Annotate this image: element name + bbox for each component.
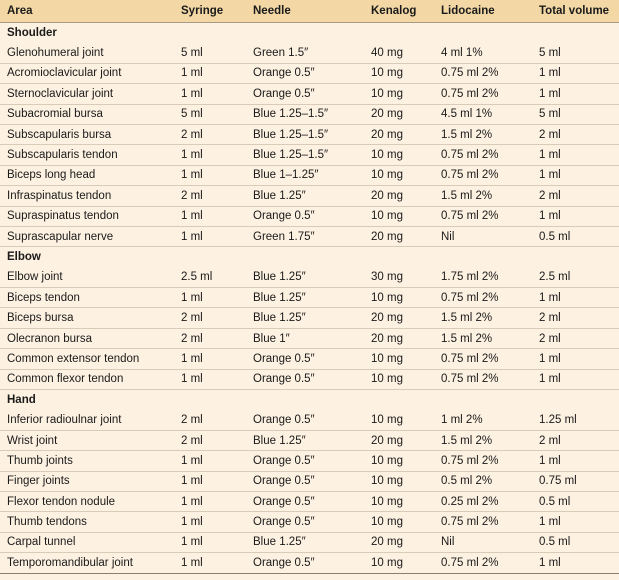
- header-kenalog: Kenalog: [364, 0, 434, 23]
- cell-kenalog: 10 mg: [364, 84, 434, 104]
- cell-syringe: 1 ml: [174, 145, 246, 165]
- cell-area: Sternoclavicular joint: [0, 84, 174, 104]
- table-row: [0, 349, 619, 369]
- cell-area: Infraspinatus tendon: [0, 186, 174, 206]
- cell-lidocaine: 0.75 ml 2%: [434, 145, 532, 165]
- cell-syringe: 1 ml: [174, 369, 246, 389]
- cell-syringe: 2 ml: [174, 124, 246, 144]
- cell-lidocaine: 4.5 ml 1%: [434, 104, 532, 124]
- cell-kenalog: 20 mg: [364, 328, 434, 348]
- table-body: [0, 23, 619, 574]
- cell-lidocaine: 1.5 ml 2%: [434, 328, 532, 348]
- cell-area: Carpal tunnel: [0, 532, 174, 552]
- cell-lidocaine: 0.75 ml 2%: [434, 369, 532, 389]
- cell-kenalog: 20 mg: [364, 124, 434, 144]
- cell-needle: Orange 0.5″: [246, 349, 364, 369]
- table-row: [0, 43, 619, 63]
- cell-needle: Orange 0.5″: [246, 410, 364, 430]
- cell-lidocaine: 0.75 ml 2%: [434, 165, 532, 185]
- cell-lidocaine: 1.5 ml 2%: [434, 430, 532, 450]
- cell-total-volume: 2 ml: [532, 308, 619, 328]
- table-row: [0, 104, 619, 124]
- section-title: Elbow: [7, 251, 41, 264]
- cell-syringe: 5 ml: [174, 43, 246, 63]
- cell-syringe: 2 ml: [174, 186, 246, 206]
- cell-total-volume: 1 ml: [532, 206, 619, 226]
- cell-lidocaine: 0.5 ml 2%: [434, 471, 532, 491]
- cell-total-volume: 1 ml: [532, 512, 619, 532]
- cell-total-volume: 2 ml: [532, 186, 619, 206]
- cell-area: Thumb tendons: [0, 512, 174, 532]
- cell-area: Common flexor tendon: [0, 369, 174, 389]
- cell-total-volume: 2 ml: [532, 328, 619, 348]
- cell-total-volume: 1 ml: [532, 288, 619, 308]
- cell-total-volume: 5 ml: [532, 43, 619, 63]
- table-header: [0, 0, 619, 23]
- cell-total-volume: 1 ml: [532, 553, 619, 573]
- cell-total-volume: 1.25 ml: [532, 410, 619, 430]
- header-total-volume: Total volume: [532, 0, 619, 23]
- cell-kenalog: 20 mg: [364, 430, 434, 450]
- table-row: [0, 186, 619, 206]
- cell-lidocaine: 1.5 ml 2%: [434, 308, 532, 328]
- section-header-row: [0, 23, 619, 43]
- cell-area: Inferior radioulnar joint: [0, 410, 174, 430]
- cell-syringe: 1 ml: [174, 63, 246, 83]
- cell-area: Wrist joint: [0, 430, 174, 450]
- section-header-row: [0, 390, 619, 410]
- cell-lidocaine: Nil: [434, 532, 532, 552]
- cell-kenalog: 20 mg: [364, 226, 434, 246]
- cell-needle: Blue 1.25″: [246, 186, 364, 206]
- table-row: [0, 491, 619, 511]
- cell-syringe: 1 ml: [174, 226, 246, 246]
- cell-syringe: 1 ml: [174, 471, 246, 491]
- cell-kenalog: 10 mg: [364, 145, 434, 165]
- table-row: [0, 369, 619, 389]
- cell-total-volume: 1 ml: [532, 369, 619, 389]
- cell-total-volume: 0.5 ml: [532, 226, 619, 246]
- section-title: Shoulder: [7, 26, 57, 39]
- header-area: Area: [0, 0, 174, 23]
- cell-needle: Orange 0.5″: [246, 84, 364, 104]
- cell-needle: Orange 0.5″: [246, 369, 364, 389]
- cell-total-volume: 5 ml: [532, 104, 619, 124]
- cell-total-volume: 1 ml: [532, 451, 619, 471]
- header-row: [0, 0, 619, 23]
- cell-lidocaine: 0.75 ml 2%: [434, 63, 532, 83]
- cell-lidocaine: 0.75 ml 2%: [434, 206, 532, 226]
- cell-syringe: 1 ml: [174, 349, 246, 369]
- cell-syringe: 2 ml: [174, 328, 246, 348]
- table-row: [0, 63, 619, 83]
- cell-area: Biceps long head: [0, 165, 174, 185]
- cell-lidocaine: 1.5 ml 2%: [434, 186, 532, 206]
- cell-lidocaine: 0.75 ml 2%: [434, 84, 532, 104]
- cell-lidocaine: 0.75 ml 2%: [434, 553, 532, 573]
- cell-total-volume: 1 ml: [532, 349, 619, 369]
- table-row: [0, 532, 619, 552]
- table-row: [0, 124, 619, 144]
- cell-needle: Blue 1″: [246, 328, 364, 348]
- cell-needle: Blue 1.25–1.5″: [246, 124, 364, 144]
- cell-syringe: 1 ml: [174, 165, 246, 185]
- cell-kenalog: 10 mg: [364, 165, 434, 185]
- cell-kenalog: 10 mg: [364, 491, 434, 511]
- cell-syringe: 2 ml: [174, 410, 246, 430]
- cell-area: Olecranon bursa: [0, 328, 174, 348]
- cell-kenalog: 10 mg: [364, 410, 434, 430]
- cell-syringe: 1 ml: [174, 288, 246, 308]
- cell-needle: Blue 1–1.25″: [246, 165, 364, 185]
- cell-area: Acromioclavicular joint: [0, 63, 174, 83]
- table-row: [0, 84, 619, 104]
- table-row: [0, 410, 619, 430]
- table-row: [0, 512, 619, 532]
- cell-area: Supraspinatus tendon: [0, 206, 174, 226]
- cell-lidocaine: 0.75 ml 2%: [434, 288, 532, 308]
- cell-area: Elbow joint: [0, 267, 174, 287]
- cell-area: Common extensor tendon: [0, 349, 174, 369]
- cell-lidocaine: 0.25 ml 2%: [434, 491, 532, 511]
- cell-kenalog: 10 mg: [364, 471, 434, 491]
- cell-total-volume: 0.75 ml: [532, 471, 619, 491]
- table-row: [0, 165, 619, 185]
- table-row: [0, 553, 619, 573]
- cell-needle: Orange 0.5″: [246, 451, 364, 471]
- cell-lidocaine: Nil: [434, 226, 532, 246]
- cell-needle: Blue 1.25–1.5″: [246, 104, 364, 124]
- cell-area: Biceps tendon: [0, 288, 174, 308]
- cell-total-volume: 2 ml: [532, 430, 619, 450]
- cell-area: Glenohumeral joint: [0, 43, 174, 63]
- section-header-row: [0, 247, 619, 267]
- cell-kenalog: 30 mg: [364, 267, 434, 287]
- cell-syringe: 1 ml: [174, 451, 246, 471]
- cell-area: Thumb joints: [0, 451, 174, 471]
- cell-syringe: 1 ml: [174, 512, 246, 532]
- cell-needle: Blue 1.25″: [246, 288, 364, 308]
- cell-area: Subscapularis tendon: [0, 145, 174, 165]
- header-lidocaine: Lidocaine: [434, 0, 532, 23]
- cell-total-volume: 0.5 ml: [532, 532, 619, 552]
- table-row: [0, 328, 619, 348]
- cell-needle: Orange 0.5″: [246, 491, 364, 511]
- cell-syringe: 1 ml: [174, 206, 246, 226]
- cell-needle: Blue 1.25″: [246, 267, 364, 287]
- table-row: [0, 145, 619, 165]
- cell-area: Finger joints: [0, 471, 174, 491]
- cell-syringe: 2 ml: [174, 430, 246, 450]
- cell-kenalog: 10 mg: [364, 63, 434, 83]
- table-row: [0, 288, 619, 308]
- cell-syringe: 1 ml: [174, 84, 246, 104]
- cell-area: Temporomandibular joint: [0, 553, 174, 573]
- cell-needle: Orange 0.5″: [246, 63, 364, 83]
- cell-needle: Green 1.75″: [246, 226, 364, 246]
- cell-kenalog: 10 mg: [364, 349, 434, 369]
- header-needle: Needle: [246, 0, 364, 23]
- cell-area: Suprascapular nerve: [0, 226, 174, 246]
- cell-lidocaine: 1.5 ml 2%: [434, 124, 532, 144]
- cell-lidocaine: 0.75 ml 2%: [434, 349, 532, 369]
- cell-syringe: 5 ml: [174, 104, 246, 124]
- table-row: [0, 451, 619, 471]
- table-row: [0, 267, 619, 287]
- table-row: [0, 430, 619, 450]
- cell-needle: Orange 0.5″: [246, 553, 364, 573]
- cell-lidocaine: 4 ml 1%: [434, 43, 532, 63]
- cell-total-volume: 1 ml: [532, 63, 619, 83]
- cell-needle: Blue 1.25″: [246, 430, 364, 450]
- cell-kenalog: 40 mg: [364, 43, 434, 63]
- table-row: [0, 471, 619, 491]
- section-title: Hand: [7, 393, 36, 406]
- cell-total-volume: 0.5 ml: [532, 491, 619, 511]
- cell-kenalog: 20 mg: [364, 532, 434, 552]
- cell-total-volume: 2 ml: [532, 124, 619, 144]
- cell-area: Subscapularis bursa: [0, 124, 174, 144]
- cell-lidocaine: 1.75 ml 2%: [434, 267, 532, 287]
- cell-total-volume: 2.5 ml: [532, 267, 619, 287]
- cell-syringe: 2.5 ml: [174, 267, 246, 287]
- cell-lidocaine: 1 ml 2%: [434, 410, 532, 430]
- cell-syringe: 1 ml: [174, 491, 246, 511]
- cell-needle: Blue 1.25″: [246, 532, 364, 552]
- cell-kenalog: 10 mg: [364, 553, 434, 573]
- table-row: [0, 226, 619, 246]
- header-syringe: Syringe: [174, 0, 246, 23]
- cell-needle: Blue 1.25–1.5″: [246, 145, 364, 165]
- cell-needle: Orange 0.5″: [246, 512, 364, 532]
- cell-lidocaine: 0.75 ml 2%: [434, 451, 532, 471]
- cell-area: Subacromial bursa: [0, 104, 174, 124]
- cell-kenalog: 20 mg: [364, 104, 434, 124]
- cell-syringe: 1 ml: [174, 532, 246, 552]
- cell-kenalog: 10 mg: [364, 369, 434, 389]
- cell-needle: Orange 0.5″: [246, 206, 364, 226]
- cell-area: Biceps bursa: [0, 308, 174, 328]
- table-row: [0, 308, 619, 328]
- cell-total-volume: 1 ml: [532, 165, 619, 185]
- cell-needle: Orange 0.5″: [246, 471, 364, 491]
- cell-total-volume: 1 ml: [532, 145, 619, 165]
- cell-kenalog: 10 mg: [364, 206, 434, 226]
- cell-needle: Blue 1.25″: [246, 308, 364, 328]
- cell-kenalog: 10 mg: [364, 512, 434, 532]
- cell-kenalog: 10 mg: [364, 451, 434, 471]
- cell-lidocaine: 0.75 ml 2%: [434, 512, 532, 532]
- cell-syringe: 1 ml: [174, 553, 246, 573]
- cell-kenalog: 10 mg: [364, 288, 434, 308]
- cell-syringe: 2 ml: [174, 308, 246, 328]
- cell-kenalog: 20 mg: [364, 186, 434, 206]
- cell-kenalog: 20 mg: [364, 308, 434, 328]
- cell-area: Flexor tendon nodule: [0, 491, 174, 511]
- cell-needle: Green 1.5″: [246, 43, 364, 63]
- cell-total-volume: 1 ml: [532, 84, 619, 104]
- table-row: [0, 206, 619, 226]
